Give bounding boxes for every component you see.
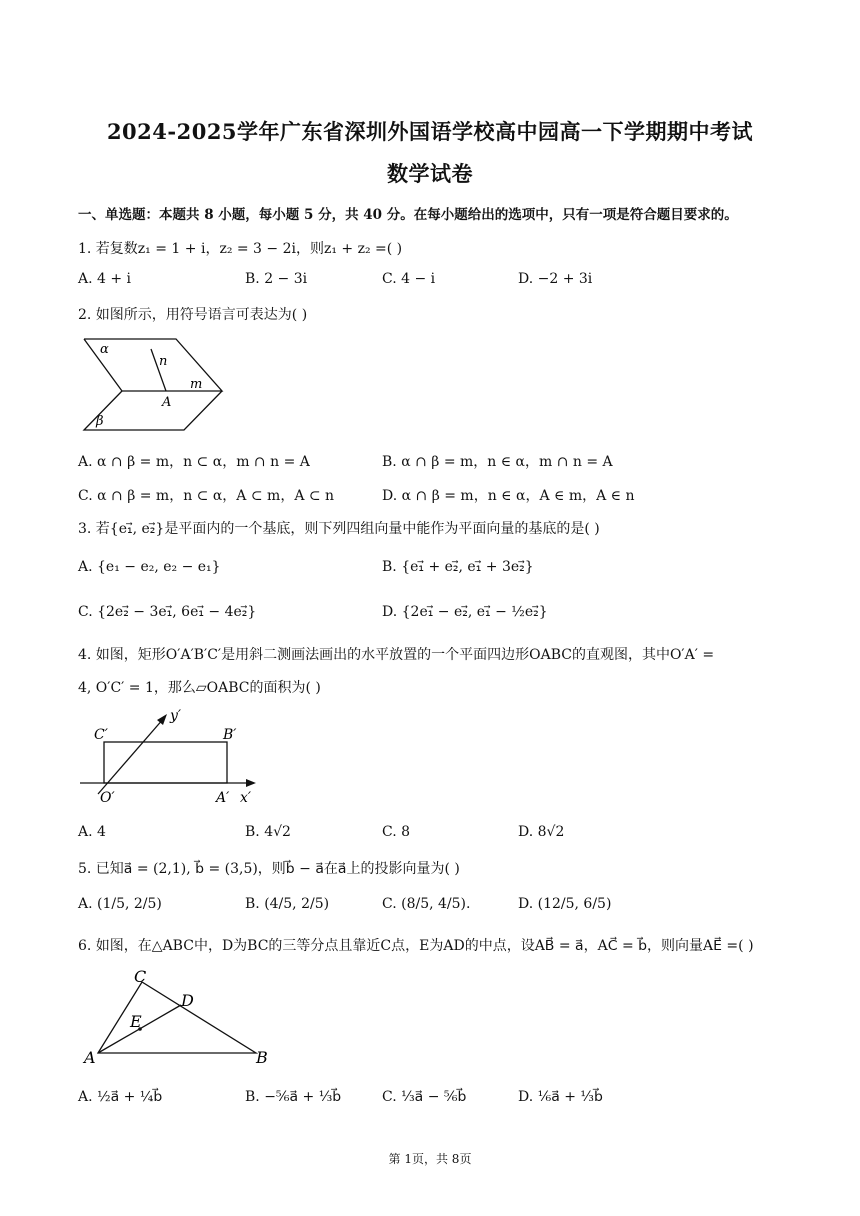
label-a: A bbox=[84, 1048, 96, 1067]
exam-title: 2024-2025学年广东省深圳外国语学校高中园高一下学期期中考试 bbox=[106, 119, 754, 144]
q6-option-b: B. −⅚a⃗ + ⅓b⃗ bbox=[245, 1089, 342, 1105]
q2-option-d: D. α ∩ β = m，n ∈ α，A ∈ m，A ∈ n bbox=[382, 488, 635, 504]
label-c: C bbox=[134, 967, 147, 986]
label-e: E bbox=[130, 1012, 142, 1031]
label-b: B bbox=[256, 1048, 268, 1067]
q6-option-d: D. ⅙a⃗ + ⅓b⃗ bbox=[518, 1089, 603, 1105]
label-b-prime: B′ bbox=[223, 727, 237, 743]
label-a-prime: A′ bbox=[216, 790, 230, 806]
question-6-stem: 6. 如图，在△ABC中，D为BC的三等分点且靠近C点，E为AD的中点，设AB⃗ = a⃗，AC⃗ = b⃗，则向量AE⃗ =( ) bbox=[78, 938, 754, 954]
question-2-stem: 2. 如图所示，用符号语言可表达为( ) bbox=[78, 307, 308, 323]
q3-option-d: D. {2e₁⃗ − e₂⃗, e₁⃗ − ½e₂⃗} bbox=[382, 604, 548, 620]
q6-option-a: A. ½a⃗ + ¼b⃗ bbox=[78, 1089, 163, 1105]
q1-option-d: D. −2 + 3i bbox=[518, 271, 593, 287]
exam-subtitle: 数学试卷 bbox=[387, 161, 473, 186]
triangle-figure bbox=[80, 965, 280, 1070]
q3-option-a: A. {e₁ − e₂, e₂ − e₁} bbox=[78, 559, 221, 575]
q1-option-b: B. 2 − 3i bbox=[245, 271, 308, 287]
page-footer: 第 1页，共 8页 bbox=[388, 1152, 472, 1166]
question-1-stem: 1. 若复数z₁ = 1 + i，z₂ = 3 − 2i，则z₁ + z₂ =( ) bbox=[78, 241, 403, 257]
label-m: m bbox=[190, 377, 203, 392]
q2-option-a: A. α ∩ β = m，n ⊂ α，m ∩ n = A bbox=[78, 454, 310, 470]
q2-option-c: C. α ∩ β = m，n ⊂ α，A ⊂ m，A ⊂ n bbox=[78, 488, 335, 504]
label-y-prime: y′ bbox=[170, 708, 182, 724]
planes-figure bbox=[76, 334, 236, 434]
q5-option-c: C. (8/5, 4/5). bbox=[382, 896, 471, 912]
q4-option-a: A. 4 bbox=[78, 824, 106, 840]
question-5-stem: 5. 已知a⃗ = (2,1), b⃗ = (3,5)，则b⃗ − a⃗在a⃗上的投影向量为( ) bbox=[78, 861, 460, 877]
q3-option-b: B. {e₁⃗ + e₂⃗, e₁⃗ + 3e₂⃗} bbox=[382, 559, 534, 575]
label-o-prime: O′ bbox=[100, 790, 115, 806]
q5-option-b: B. (4/5, 2/5) bbox=[245, 896, 330, 912]
label-x-prime: x′ bbox=[240, 790, 252, 806]
q1-option-a: A. 4 + i bbox=[78, 271, 132, 287]
label-d: D bbox=[181, 991, 194, 1010]
q2-option-b: B. α ∩ β = m，n ∈ α，m ∩ n = A bbox=[382, 454, 613, 470]
q5-option-d: D. (12/5, 6/5) bbox=[518, 896, 612, 912]
q4-option-c: C. 8 bbox=[382, 824, 411, 840]
question-4-stem-line1: 4. 如图，矩形O′A′B′C′是用斜二测画法画出的水平放置的一个平面四边形OABC的直观图，其中O′A′ = bbox=[78, 647, 715, 663]
q4-option-b: B. 4√2 bbox=[245, 824, 291, 840]
oblique-rectangle-figure bbox=[76, 704, 266, 808]
q3-option-c: C. {2e₂⃗ − 3e₁⃗, 6e₁⃗ − 4e₂⃗} bbox=[78, 604, 257, 620]
q1-option-c: C. 4 − i bbox=[382, 271, 436, 287]
label-n: n bbox=[159, 354, 168, 369]
q4-option-d: D. 8√2 bbox=[518, 824, 565, 840]
q6-option-c: C. ⅓a⃗ − ⅚b⃗ bbox=[382, 1089, 467, 1105]
section-heading: 一、单选题：本题共 8 小题，每小题 5 分，共 40 分。在每小题给出的选项中，只有一项是符合题目要求的。 bbox=[78, 207, 738, 223]
label-alpha: α bbox=[100, 342, 109, 357]
label-a: A bbox=[162, 395, 172, 410]
label-beta: β bbox=[96, 414, 104, 429]
question-4-stem-line2: 4, O′C′ = 1，那么▱OABC的面积为( ) bbox=[78, 680, 321, 696]
label-c-prime: C′ bbox=[94, 727, 108, 743]
question-3-stem: 3. 若{e₁⃗, e₂⃗}是平面内的一个基底，则下列四组向量中能作为平面向量的基底的是( ) bbox=[78, 521, 600, 537]
q5-option-a: A. (1/5, 2/5) bbox=[78, 896, 162, 912]
